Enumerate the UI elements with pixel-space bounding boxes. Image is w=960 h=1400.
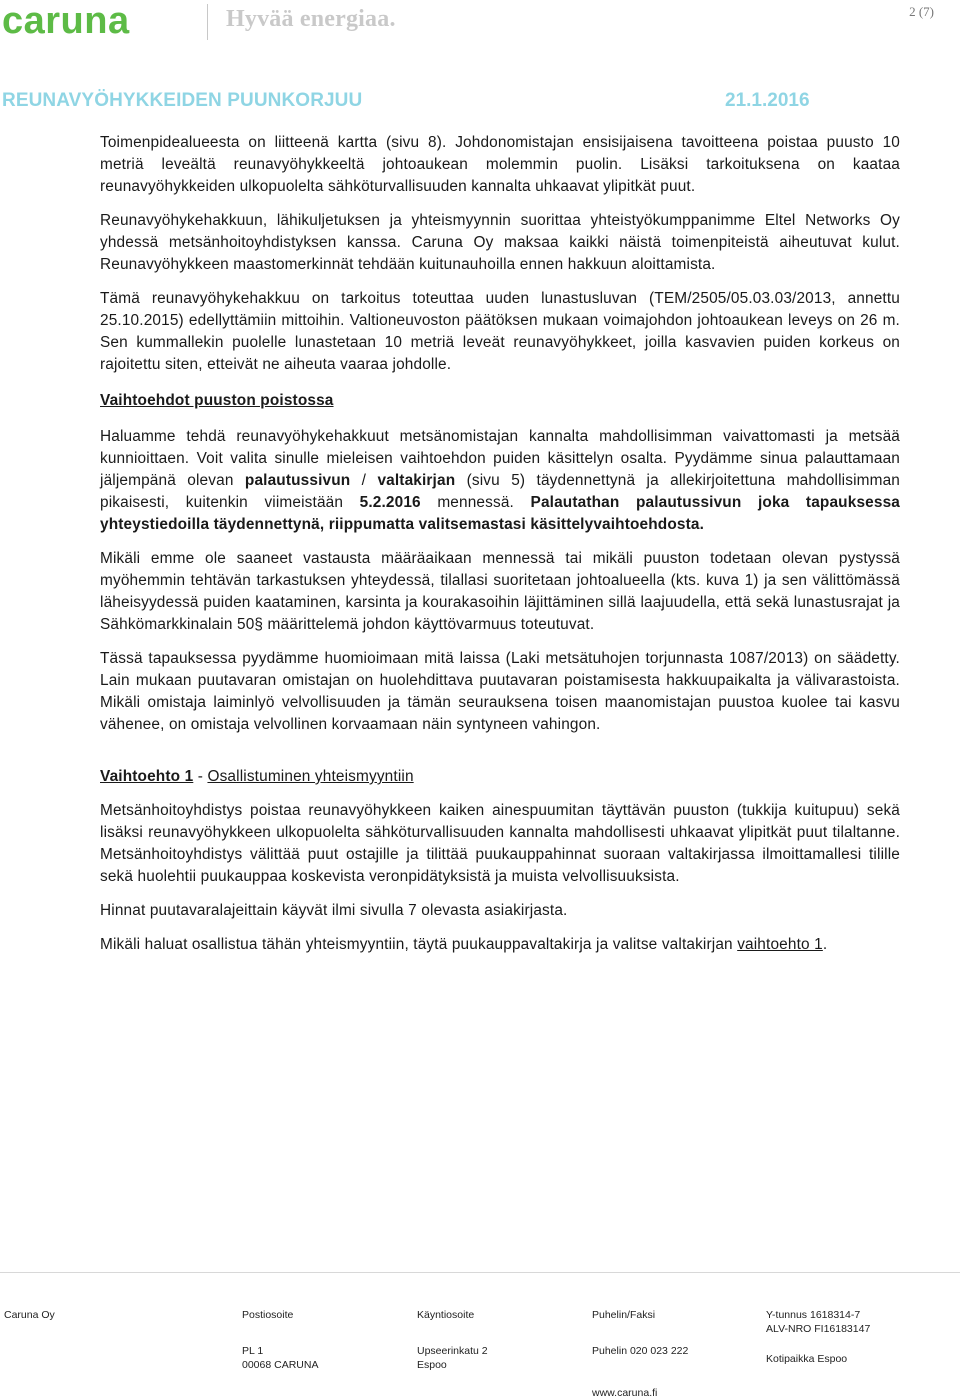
paragraph: Reunavyöhykehakkuun, lähikuljetuksen ja yhteismyynnin suorittaa yhteistyökumppanimme Eltel Networks Oy yhdessä metsänhoitoyhdistyksen kanssa. Caruna Oy maksaa kaikki näistä toimenpiteistä aiheutuvat kulut. Reunavyöhykkeen maastomerkinnät tehdään kuitunauhoilla ennen hakkuun aloittamista. [100,212,900,273]
phone-label: Puhelin/Faksi [592,1309,656,1321]
tagline: Hyvää energiaa. [226,6,396,32]
visit-street: Upseerinkatu 2 [417,1345,488,1357]
option-heading [100,766,900,788]
visit-label: Käyntiosoite [417,1309,475,1321]
footer-company [4,1308,55,1322]
paragraph [100,934,900,956]
paragraph: Hinnat puutavaralajeittain käyvät ilmi sivulla 7 olevasta asiakirjasta. [100,902,568,919]
text-run: mennessä. [420,494,531,511]
footer-visit [417,1308,488,1372]
text-run: (sivu 5) täydennettynä ja allekirjoitettuna mahdollisimman pikaisesti, kuitenkin viimeistään [100,472,900,511]
document-date: 21.1.2016 [725,90,810,111]
option-title: Osallistuminen yhteismyyntiin [207,768,414,785]
logo-divider [207,4,208,40]
text-run: Haluamme tehdä reunavyöhykehakkuut metsänomistajan kannalta mahdollisimman vaivattomasti ja metsää kunnioittaen. Voit valita sinulle mieleisen vaihtoehdon puiden käsittelyn osalta. Pyydämme sinua palauttamaan jäljempänä olevan [100,428,900,489]
text-run: . [822,936,828,953]
footer-phone [592,1308,688,1400]
document-body [100,132,900,968]
paragraph: Tämä reunavyöhykehakkuu on tarkoitus toteuttaa uuden lunastusluvan (TEM/2505/05.03.03/2013, annettu 25.10.2015) edellyttämiin mittoihin. Valtioneuvoston päätöksen mukaan voimajohdon johtoaukean leveys on 26 m. Sen kummallekin puolelle lunastetaan 10 metriä leveät reunavyöhykkeet, joilla kasvavien puiden korkeus on rajoitettu siten, etteivät ne aiheuta vaaraa johdolle. [100,290,900,373]
footer-postal [242,1308,318,1372]
document-title: REUNAVYÖHYKKEIDEN PUUNKORJUU [2,90,363,111]
option-reference: vaihtoehto 1 [737,936,823,953]
domicile: Kotipaikka Espoo [766,1353,848,1365]
page-header [0,0,960,50]
paragraph: Toimenpidealueesta on liitteenä kartta (sivu 8). Johdonomistajan ensisijaisena tavoitteena poistaa puusto 10 metriä leveältä reunavyöhykkeeltä johtoaukean molemmin puolin. Lisäksi tarkoituksena on kaataa reunavyöhykkeiden ulkopuolelta sähköturvallisuuden kannalta uhkaavat ylipitkät puut. [100,134,900,195]
text-run: / [350,472,378,489]
postal-code: 00068 CARUNA [242,1359,319,1371]
postal-label: Postiosoite [242,1309,294,1321]
text-run: - [193,768,208,785]
website-link[interactable]: www.caruna.fi [592,1387,658,1399]
page-number: 2 (7) [909,4,934,19]
caruna-logo [2,1,192,41]
paragraph: Mikäli emme ole saaneet vastausta määräaikaan mennessä tai mikäli puuston todetaan olevan pystyssä myöhemmin tehtävän tarkastuksen yhteydessä, tilallasi suoritetaan johtoalueella (kts. kuva 1) ja sen välittömässä läheisyydessä puiden kaataminen, karsinta ja kourakasoihin läjittäminen sillä laajuudella, että sekä lunastusrajat ja Sähkömarkkinalain 50§ määrittelemä johdon käyttövarmuus toteutuvat. [100,550,900,633]
company-name: Caruna Oy [4,1309,55,1321]
bold-text: Palautathan palautussivun joka tapauksessa yhteystiedoilla täydennettynä, riippumatta valitsemastasi käsittelyvaihtoehdosta. [100,494,900,533]
deadline-date: 5.2.2016 [359,494,421,511]
paragraph [100,426,900,536]
business-id: Y-tunnus 1618314-7 [766,1309,861,1321]
logo-text: caruna [2,1,130,41]
vat-number: ALV-NRO FI16183147 [766,1323,871,1335]
paragraph: Metsänhoitoyhdistys poistaa reunavyöhykkeen kaiken ainespuumitan täyttävän puuston (tukkija kuitupuu) sekä lisäksi reunavyöhykkeen ulkopuolelta sähköturvallisuuden kannalta mahdollisesti uhkaavat ylipitkät puut tilaltanne. Metsänhoitoyhdistys välittää puut ostajille ja tilittää puukauppahinnat suoraan valtakirjassa ilmoittamallesi tilille sekä huolehtii puukauppaa koskevista veronpidätyksistä ja muista velvollisuuksista. [100,802,900,885]
footer-divider [0,1272,960,1273]
text-run: Mikäli haluat osallistua tähän yhteismyyntiin, täytä puukauppavaltakirja ja valitse valtakirjan [100,936,738,953]
postal-box: PL 1 [242,1345,264,1357]
footer-ids [766,1308,870,1366]
bold-text: valtakirjan [377,472,456,489]
option-number: Vaihtoehto 1 [100,768,194,785]
phone-number: Puhelin 020 023 222 [592,1345,689,1357]
bold-text: palautussivun [244,472,351,489]
paragraph: Tässä tapauksessa pyydämme huomioimaan mitä laissa (Laki metsätuhojen torjunnasta 1087/2013) on säädetty. Lain mukaan puutavaran omistajan on huolehdittava puutavaran poistamisesta hakkuupaikalta ja välivarastoista. Mikäli omistaja laiminlyö velvollisuuden ja tämän seurauksena toisen maanomistajan puustoa kuolee tai kasvu vähenee, on omistaja velvollinen korvaamaan näin syntyneen vahingon. [100,650,900,733]
section-heading: Vaihtoehdot puuston poistossa [100,392,334,409]
visit-city: Espoo [417,1359,447,1371]
